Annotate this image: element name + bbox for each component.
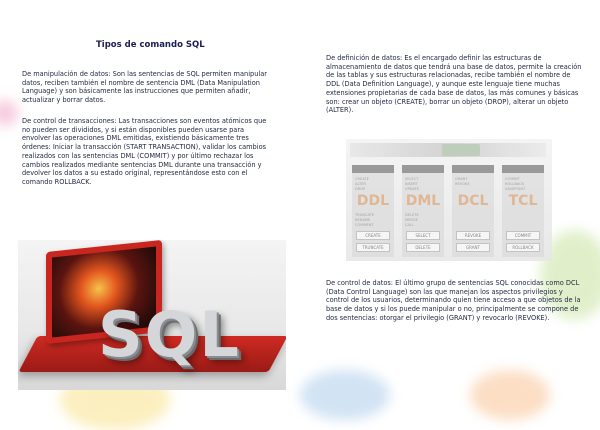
dml-paragraph: De manipulación de datos: Son las sentencias de SQL permiten manipular datos, reciben también el nombre de sentencia DML (Data Manipulation Language) y son básicamente las instrucciones que permiten añadir, actualizar y borrar datos. xyxy=(22,70,267,105)
column-item: SELECT xyxy=(405,177,419,181)
diagram-header xyxy=(350,143,546,157)
column-button: CREATE xyxy=(356,231,390,240)
diagram-column-ddl xyxy=(352,165,394,257)
column-item: ROLLBACK xyxy=(505,182,525,186)
column-item: COMMENT xyxy=(355,223,374,227)
column-item: TRUNCATE xyxy=(355,213,375,217)
column-item: CREATE xyxy=(355,177,369,181)
sql-laptop-image xyxy=(18,240,286,390)
diagram-column-tcl xyxy=(502,165,544,257)
column-item: INSERT xyxy=(405,182,418,186)
dcl-paragraph: De control de datos: El último grupo de sentencias SQL conocidas como DCL (Data Control Language) son las que manejan los aspectos privilegios y control de los usuarios, determinando quien tiene acceso a que objetos de la base de datos y si los puede manipular o no, principalmente se compone de dos sentencias: otorgar el privilegio (GRANT) y revocarlo (REVOKE). xyxy=(326,279,581,322)
column-item: UPDATE xyxy=(405,187,420,191)
column-title: DML xyxy=(405,193,441,209)
column-button: DELETE xyxy=(406,243,440,252)
column-item: DELETE xyxy=(405,213,419,217)
page-title: Tipos de comando SQL xyxy=(96,40,205,50)
column-item: GRANT xyxy=(455,177,468,181)
column-button: TRUNCATE xyxy=(356,243,390,252)
column-item: SAVEPOINT xyxy=(505,187,526,191)
ddl-paragraph: De definición de datos: Es el encargado definir las estructuras de almacenamiento de datos que tendrá una base de datos, permite la creación de las tablas y sus estructuras relacionadas, recibe también el nombre de DDL (Data Definition Language), y aunque este lenguaje tiene muchas extensiones propietarias de cada base de datos, las más comunes y básicas son: crear un objeto (CREATE), borrar un objeto (DROP), alterar un objeto (ALTER). xyxy=(326,54,582,115)
watercolor-splash-orange xyxy=(470,370,550,420)
column-button: REVOKE xyxy=(456,231,490,240)
column-item: COMMIT xyxy=(505,177,520,181)
column-item: MERGE xyxy=(405,218,418,222)
column-header xyxy=(452,165,494,173)
column-button: GRANT xyxy=(456,243,490,252)
sql-categories-diagram xyxy=(346,139,552,261)
watercolor-splash-pink xyxy=(0,100,18,126)
column-button: ROLLBACK xyxy=(506,243,540,252)
column-item: DROP xyxy=(355,187,366,191)
column-button: SELECT xyxy=(406,231,440,240)
column-title: DDL xyxy=(356,193,390,209)
column-item: ALTER xyxy=(355,182,366,186)
column-item: CALL xyxy=(405,223,414,227)
column-item: REVOKE xyxy=(455,182,470,186)
diagram-header-badge xyxy=(442,144,480,156)
tcl-paragraph: De control de transacciones: Las transacciones son eventos atómicos que no pueden ser divididos, y si están disponibles pueden usarse para envolver las operaciones DML emitidas, existiendo básicamente tres órdenes: Iniciar la transacción (START TRANSACTION), validar los cambios realizados con las sentencias DML (COMMIT) y por último rechazar los cambios realizados mediante sentencias DML durante una transacción y devolver los datos a su estado original, representándose esto con el comando ROLLBACK. xyxy=(22,117,267,186)
watercolor-splash-blue xyxy=(300,370,390,420)
column-title: DCL xyxy=(457,193,489,209)
column-item: RENAME xyxy=(355,218,371,222)
sql-3d-text: SQL xyxy=(98,298,241,371)
column-header xyxy=(352,165,394,173)
column-button: COMMIT xyxy=(506,231,540,240)
column-header xyxy=(502,165,544,173)
diagram-column-dml xyxy=(402,165,444,257)
diagram-column-dcl xyxy=(452,165,494,257)
column-header xyxy=(402,165,444,173)
column-title: TCL xyxy=(508,193,538,209)
